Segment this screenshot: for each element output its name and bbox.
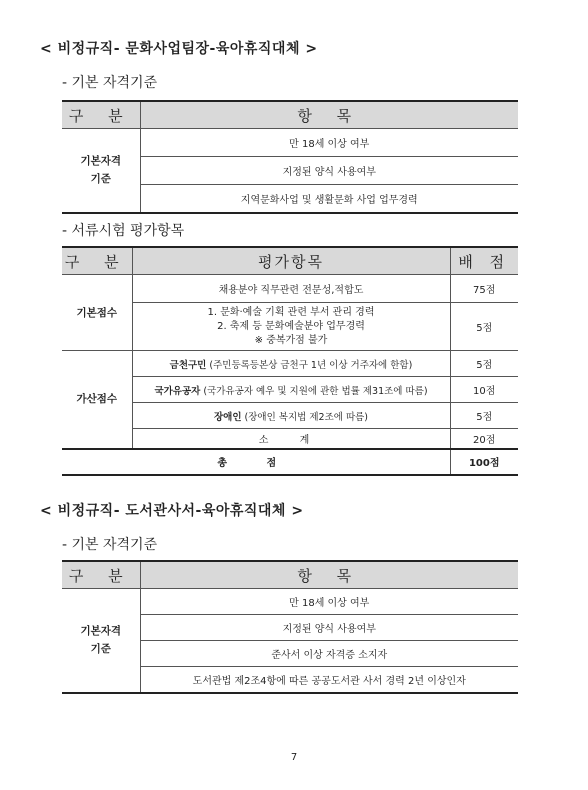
section1-title: < 비정규직- 문화사업팀장-육아휴직대체 >	[40, 41, 318, 57]
category-line-2: 기준	[90, 173, 111, 186]
header-category: 구 분	[62, 247, 132, 275]
bonus-item-desc: (주민등록등본상 금천구 1년 이상 거주자에 한함)	[206, 359, 413, 371]
bonus-item-desc: (국가유공자 예우 및 지원에 관한 법률 제31조에 따름)	[200, 385, 428, 397]
header-item: 항 목	[140, 561, 518, 589]
section2-basic-subtitle: - 기본 자격기준	[62, 537, 158, 553]
header-category: 구 분	[62, 101, 140, 129]
category-bonus-score: 가산점수	[62, 351, 132, 449]
section1-doc-subtitle: - 서류시험 평가항목	[62, 223, 185, 239]
bonus-item-title: 국가유공자	[154, 385, 201, 397]
category-line-1: 기본자격	[80, 155, 122, 168]
category-basic-qualification	[62, 129, 140, 213]
bonus-score: 10점	[450, 377, 518, 403]
eval-line: 1. 문화·예술 기획 관련 부서 관리 경력	[207, 306, 375, 318]
document-evaluation-table	[62, 246, 518, 476]
category-basic-score: 기본점수	[62, 275, 132, 351]
eval-score: 75점	[450, 275, 518, 303]
bonus-item	[132, 351, 450, 377]
eval-score: 5점	[450, 303, 518, 351]
item-row: 지역문화사업 및 생활문화 사업 업무경력	[140, 185, 518, 213]
page-number: 7	[290, 752, 298, 763]
category-line-1: 기본자격	[80, 625, 122, 638]
eval-item-multiline	[132, 303, 450, 351]
bonus-item-desc: (장애인 복지법 제2조에 따름)	[241, 411, 368, 423]
total-label: 총 점	[62, 449, 450, 475]
header-item: 항 목	[140, 101, 518, 129]
item-row: 준사서 이상 자격증 소지자	[140, 641, 518, 667]
category-line-2: 기준	[90, 643, 111, 656]
bonus-item-title: 장애인	[213, 411, 242, 423]
bonus-item	[132, 403, 450, 429]
eval-item: 채용분야 직무관련 전문성,적합도	[132, 275, 450, 303]
section1-basic-subtitle: - 기본 자격기준	[62, 75, 158, 91]
item-row: 지정된 양식 사용여부	[140, 157, 518, 185]
basic-qualification-table-2	[62, 560, 518, 694]
item-row: 지정된 양식 사용여부	[140, 615, 518, 641]
eval-line: ※ 중복가점 불가	[254, 334, 328, 346]
item-row: 만 18세 이상 여부	[140, 129, 518, 157]
header-category: 구 분	[62, 561, 140, 589]
eval-line: 2. 축제 등 문화예술분야 업무경력	[217, 320, 365, 332]
category-basic-qualification	[62, 589, 140, 693]
subtotal-label: 소 계	[132, 429, 450, 449]
total-score: 100점	[450, 449, 518, 475]
bonus-score: 5점	[450, 351, 518, 377]
header-evaluation-item: 평가항목	[132, 247, 450, 275]
item-row: 도서관법 제2조4항에 따른 공공도서관 사서 경력 2년 이상인자	[140, 667, 518, 693]
header-score: 배 점	[450, 247, 518, 275]
section2-title: < 비정규직- 도서관사서-육아휴직대체 >	[40, 503, 304, 519]
bonus-item-title: 금천구민	[169, 359, 207, 371]
basic-qualification-table-1	[62, 100, 518, 214]
subtotal-score: 20점	[450, 429, 518, 449]
item-row: 만 18세 이상 여부	[140, 589, 518, 615]
bonus-item	[132, 377, 450, 403]
bonus-score: 5점	[450, 403, 518, 429]
